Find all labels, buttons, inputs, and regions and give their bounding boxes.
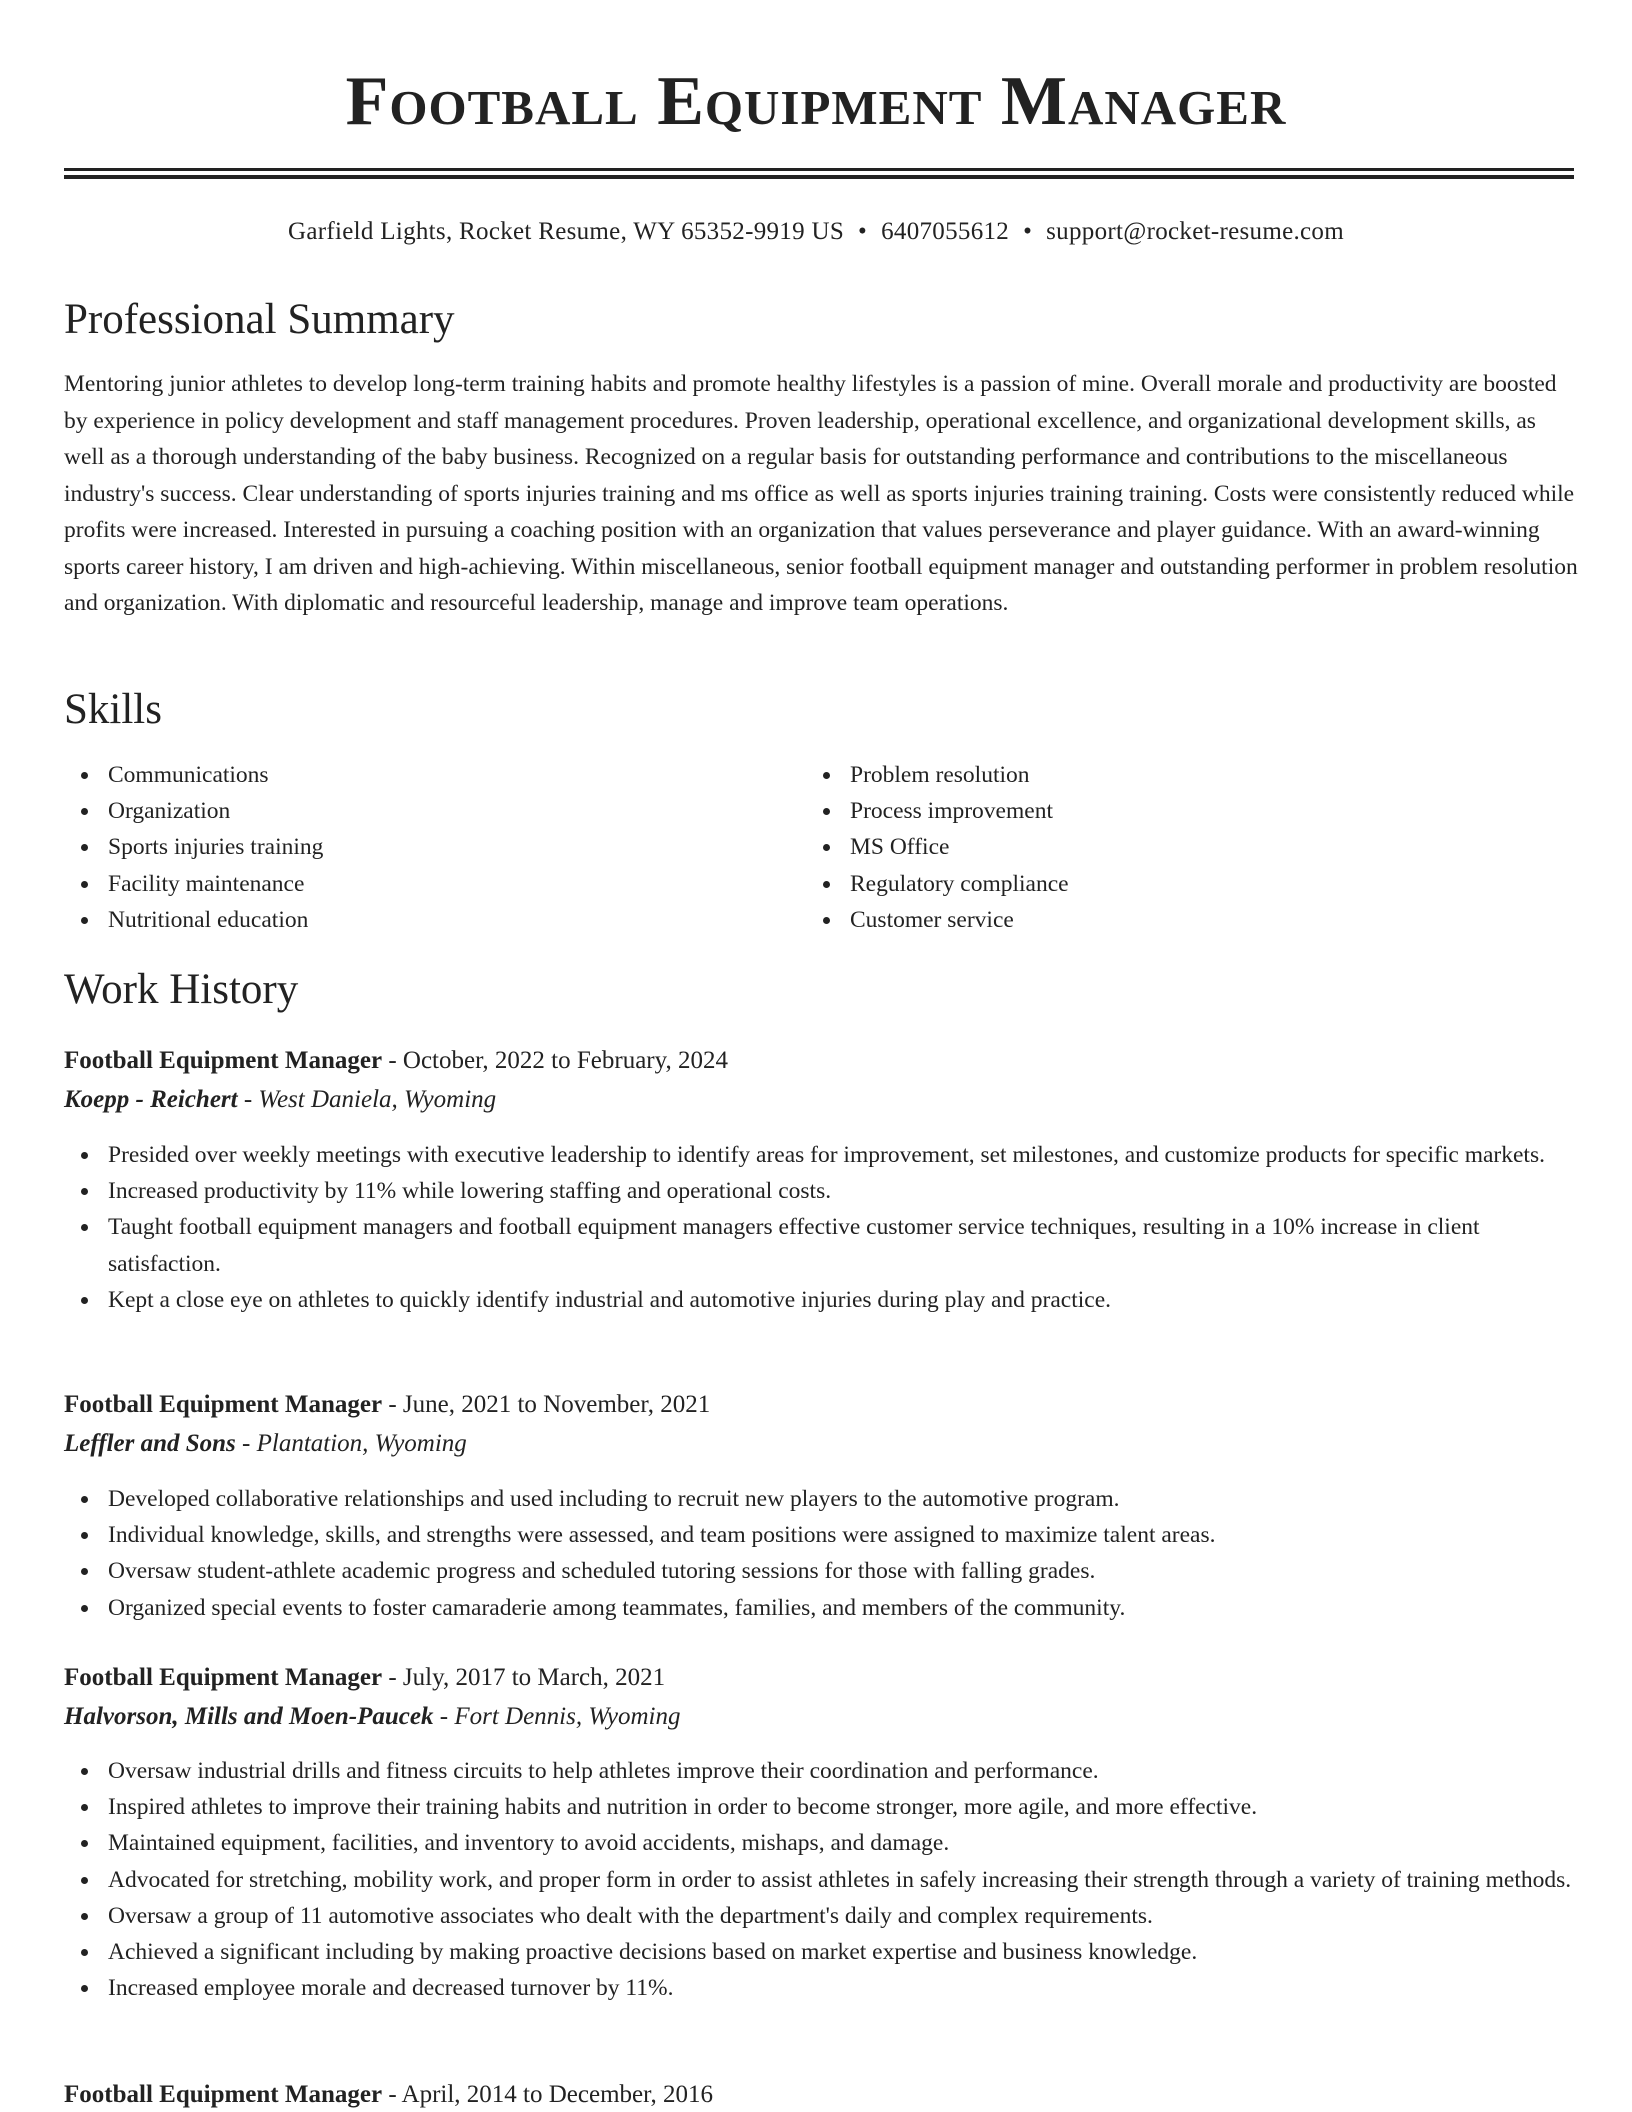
contact-separator: • [858, 218, 868, 245]
job-bullet: Increased productivity by 11% while lowering staffing and operational costs. [64, 1173, 1579, 1209]
skill-item: Organization [64, 793, 764, 829]
skills-heading: Skills [64, 686, 162, 733]
job-location: Fort Dennis, Wyoming [454, 1703, 681, 1730]
job-bullet: Increased employee morale and decreased turnover by 11%. [64, 1970, 1579, 2006]
job-bullet: Kept a close eye on athletes to quickly identify industrial and automotive injuries during play and practice. [64, 1282, 1579, 1318]
job-company-line [64, 1083, 496, 1117]
job-bullet: Advocated for stretching, mobility work, and proper form in order to assist athletes in safely increasing their strength through a variety of training methods. [64, 1862, 1579, 1898]
contact-phone: 6407055612 [881, 218, 1010, 245]
job-dash: - [382, 1047, 403, 1074]
job-title: Football Equipment Manager [64, 1391, 383, 1418]
contact-line [0, 216, 1632, 248]
summary-heading: Professional Summary [64, 296, 455, 343]
job-dash: - [382, 1664, 403, 1691]
job-bullets [64, 1137, 1579, 1318]
job-title: Football Equipment Manager [64, 1047, 383, 1074]
skill-item: Process improvement [806, 793, 1506, 829]
job-bullet: Oversaw industrial drills and fitness circuits to help athletes improve their coordination and performance. [64, 1753, 1579, 1789]
contact-address: Garfield Lights, Rocket Resume, WY 65352-9919 US [288, 218, 845, 245]
job-bullet: Developed collaborative relationships and used including to recruit new players to the automotive program. [64, 1481, 1579, 1517]
job-dash: - [235, 1430, 257, 1457]
job-dates: October, 2022 to February, 2024 [402, 1047, 728, 1074]
job-company: Koepp - Reichert [64, 1086, 238, 1113]
job-title-line [64, 2078, 713, 2112]
job-bullet: Oversaw a group of 11 automotive associates who dealt with the department's daily and complex requirements. [64, 1898, 1579, 1934]
summary-text: Mentoring junior athletes to develop long-term training habits and promote healthy lifestyles is a passion of mine. Overall morale and productivity are boosted by experience in policy development and staff management procedures. Proven leadership, operational excellence, and organizational development skills, as well as a thorough understanding of the baby business. Recognized on a regular basis for outstanding performance and contributions to the miscellaneous industry's success. Clear understanding of sports injuries training and ms office as well as sports injuries training training. Costs were consistently reduced while profits were increased. Interested in pursuing a coaching position with an organization that values perseverance and player guidance. With an award-winning sports career history, I am driven and high-achieving. Within miscellaneous, senior football equipment manager and outstanding performer in problem resolution and organization. With diplomatic and resourceful leadership, manage and improve team operations. [64, 371, 1578, 616]
job-dates: June, 2021 to November, 2021 [402, 1391, 711, 1418]
job-dash: - [237, 1086, 259, 1113]
skill-item: Nutritional education [64, 902, 764, 938]
contact-email: support@rocket-resume.com [1046, 218, 1344, 245]
job-bullet: Achieved a significant including by making proactive decisions based on market expertise and business knowledge. [64, 1934, 1579, 1970]
skill-item: Communications [64, 757, 764, 793]
job-title: Football Equipment Manager [64, 1664, 383, 1691]
skill-item: Regulatory compliance [806, 866, 1506, 902]
contact-separator: • [1023, 218, 1033, 245]
job-dates: April, 2014 to December, 2016 [401, 2081, 713, 2108]
job-bullet: Inspired athletes to improve their training habits and nutrition in order to become stronger, more agile, and more effective. [64, 1789, 1579, 1825]
skills-list-right [806, 757, 1506, 938]
job-location: Plantation, Wyoming [256, 1430, 467, 1457]
job-company: Halvorson, Mills and Moen-Paucek [64, 1703, 434, 1730]
skill-item: Problem resolution [806, 757, 1506, 793]
job-dates: July, 2017 to March, 2021 [402, 1664, 666, 1691]
job-bullets [64, 1753, 1579, 2006]
job-title-line [64, 1044, 728, 1078]
candidate-name: Football Equipment Manager [345, 63, 1287, 140]
skill-item: MS Office [806, 829, 1506, 865]
job-company-line [64, 1700, 680, 1734]
job-bullet: Organized special events to foster camaraderie among teammates, families, and members of the community. [64, 1590, 1579, 1626]
skill-item: Facility maintenance [64, 866, 764, 902]
skills-list-left [64, 757, 764, 938]
header-rule-top [64, 168, 1574, 171]
job-title: Football Equipment Manager [64, 2081, 383, 2108]
job-dash: - [382, 1391, 403, 1418]
job-bullet: Maintained equipment, facilities, and inventory to avoid accidents, mishaps, and damage. [64, 1825, 1579, 1861]
job-bullet: Presided over weekly meetings with executive leadership to identify areas for improvement, set milestones, and customize products for specific markets. [64, 1137, 1579, 1173]
job-bullets [64, 1481, 1579, 1626]
job-bullet: Taught football equipment managers and football equipment managers effective customer service techniques, resulting in a 10% increase in client satisfaction. [64, 1209, 1579, 1281]
job-company-line [64, 1427, 467, 1461]
job-dash: - [382, 2081, 402, 2108]
job-title-line [64, 1661, 665, 1695]
work-history-heading: Work History [64, 966, 299, 1013]
header-rule-bottom [64, 175, 1574, 179]
skill-item: Sports injuries training [64, 829, 764, 865]
job-company: Leffler and Sons [64, 1430, 236, 1457]
job-title-line [64, 1388, 710, 1422]
skill-item: Customer service [806, 902, 1506, 938]
job-dash: - [433, 1703, 455, 1730]
job-bullet: Individual knowledge, skills, and strengths were assessed, and team positions were assigned to maximize talent areas. [64, 1517, 1579, 1553]
job-bullet: Oversaw student-athlete academic progress and scheduled tutoring sessions for those with falling grades. [64, 1553, 1579, 1589]
job-location: West Daniela, Wyoming [258, 1086, 497, 1113]
